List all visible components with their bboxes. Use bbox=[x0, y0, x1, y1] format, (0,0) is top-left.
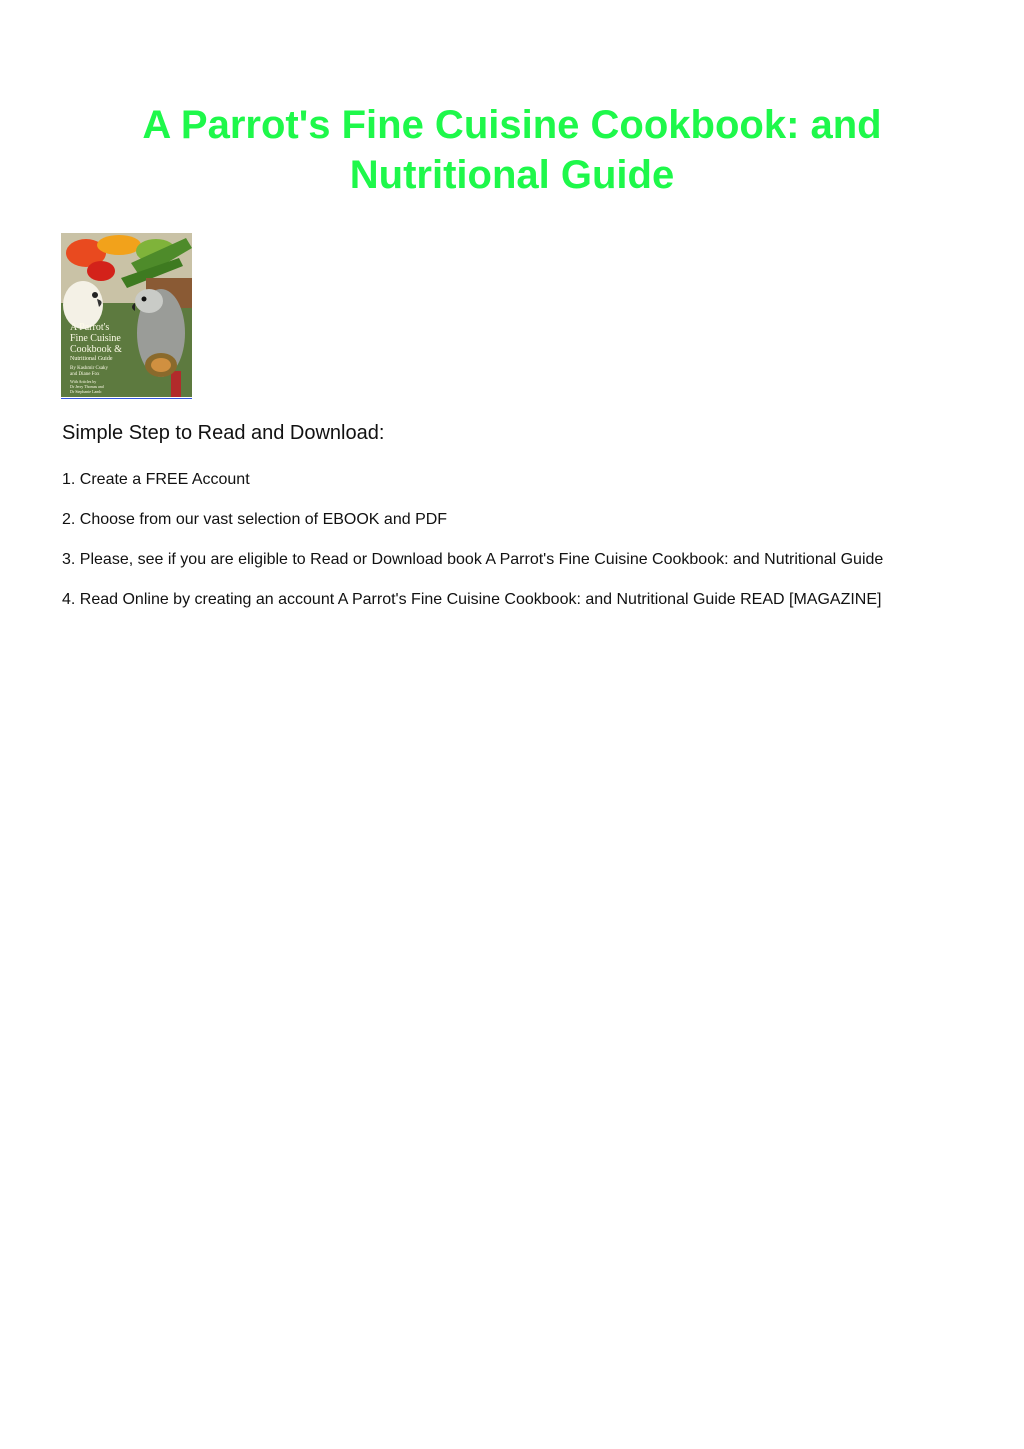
cover-credit-3: Dr Stephanie Lamb bbox=[70, 389, 102, 394]
cover-authors-1: By Kashmir Csaky bbox=[70, 366, 109, 371]
cover-title-line-2: Fine Cuisine bbox=[70, 333, 121, 344]
book-cover-link[interactable] bbox=[61, 233, 192, 399]
step-2: 2. Choose from our vast selection of EBOOK and PDF bbox=[62, 511, 448, 528]
cover-title-line-3: Cookbook & bbox=[70, 344, 122, 355]
cover-authors-2: and Diane Fox bbox=[70, 372, 100, 377]
book-cover-image bbox=[61, 233, 192, 397]
cover-title-line-1: A Parrot's bbox=[70, 322, 110, 333]
step-1: 1. Create a FREE Account bbox=[62, 471, 250, 488]
download-steps-heading: Simple Step to Read and Download: bbox=[62, 422, 385, 444]
cover-credit-2: Dr Jerry Thomas and bbox=[70, 384, 104, 389]
cover-title-line-4: Nutritional Guide bbox=[70, 356, 113, 362]
step-3: 3. Please, see if you are eligible to Read or Download book A Parrot's Fine Cuisine Cookbook: and Nutritional Guide bbox=[62, 551, 884, 568]
cover-credit-1: With Articles by bbox=[70, 379, 97, 384]
page-title: A Parrot's Fine Cuisine Cookbook: and Nutritional Guide bbox=[142, 103, 882, 197]
step-4: 4. Read Online by creating an account A Parrot's Fine Cuisine Cookbook: and Nutritional Guide READ [MAGAZINE] bbox=[62, 591, 882, 608]
